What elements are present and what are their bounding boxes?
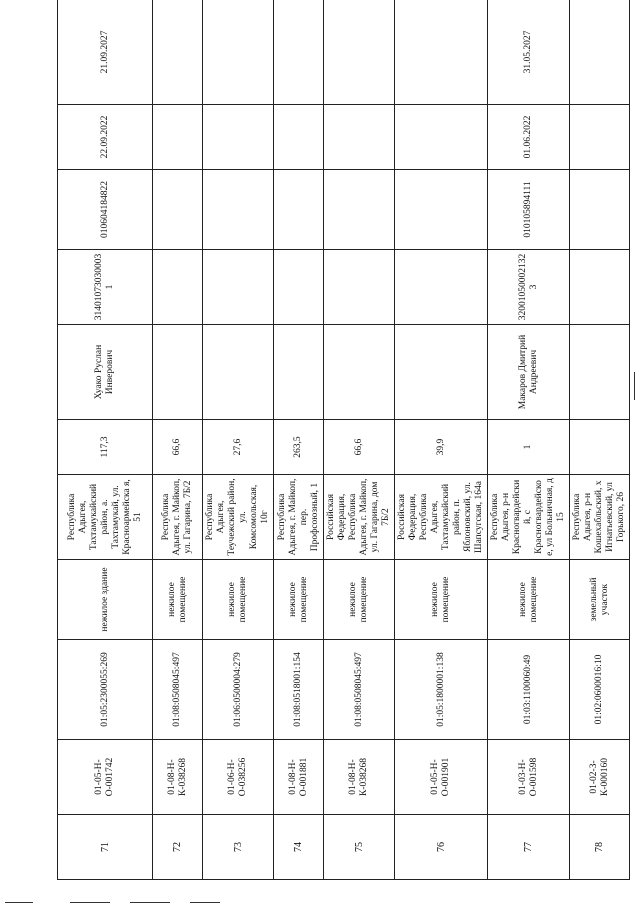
ogrnip-cell: 320010500021323 — [488, 250, 570, 325]
tenant-name-cell — [570, 325, 630, 420]
row-number-cell: 73 — [203, 815, 274, 880]
address-cell: Республика Адыгея, г. Майкоп, пер. Профсоюзный, 1 — [274, 475, 324, 560]
contract-start-cell: 22.09.2022 — [58, 105, 153, 170]
registry-number-cell: 01-05-Н-О-001901 — [395, 740, 488, 815]
object-type-cell: нежилое помещение — [153, 560, 203, 640]
address-cell: Республика Адыгея, р-н Кошехабльский, х Игнатьевский, ул Горького, 26 — [570, 475, 630, 560]
row-number-cell: 74 — [274, 815, 324, 880]
tenant-name-cell: Хуако Руслан Инверович — [58, 325, 153, 420]
object-type-cell: нежилое помещение — [324, 560, 395, 640]
area-cell: 1 — [488, 420, 570, 475]
object-type-cell: земельный участок — [570, 560, 630, 640]
ogrnip-cell — [570, 250, 630, 325]
area-cell: 39,9 — [395, 420, 488, 475]
tenant-name-cell — [324, 325, 395, 420]
cadastral-number-cell: 01:03:1100060:49 — [488, 640, 570, 740]
address-cell: Республика Адыгея, г. Майкоп, ул. Гагарина, 7Б/2 — [153, 475, 203, 560]
table-row — [58, 0, 153, 880]
area-cell: 27,6 — [203, 420, 274, 475]
table-row — [324, 0, 395, 880]
rotated-table-wrapper — [57, 0, 626, 880]
contract-start-cell — [153, 105, 203, 170]
ogrnip-cell — [153, 250, 203, 325]
contract-end-cell: 31.05.2027 — [488, 0, 570, 105]
tenant-name-cell: Макаров Дмитрий Андреевич — [488, 325, 570, 420]
contract-end-cell — [570, 0, 630, 105]
row-number-cell: 71 — [58, 815, 153, 880]
address-cell: Российская Федерация, Республика Адыгея, Тахтамукайский район, п. Яблоновский, ул. Шапсугская, 164а — [395, 475, 488, 560]
tenant-name-cell — [395, 325, 488, 420]
cadastral-number-cell: 01:05:2300055:269 — [58, 640, 153, 740]
table-body — [58, 0, 630, 880]
address-cell: Республика Адыгея, Тахтамукайский район, а. Тахтамукай, ул. Красноармейска я, 51 — [58, 475, 153, 560]
inn-cell — [395, 170, 488, 250]
cadastral-number-cell: 01:06:0500004:279 — [203, 640, 274, 740]
registry-number-cell: 01-06-Н-О-038256 — [203, 740, 274, 815]
contract-end-cell — [324, 0, 395, 105]
ogrnip-cell: 314010730300031 — [58, 250, 153, 325]
area-cell: 117,3 — [58, 420, 153, 475]
row-number-cell: 76 — [395, 815, 488, 880]
cadastral-number-cell: 01:08:0518001:154 — [274, 640, 324, 740]
tenant-name-cell — [153, 325, 203, 420]
address-cell: Республика Адыгея, р-н Красногвардейский, с Красногвардейское, ул Больничная, д 15 — [488, 475, 570, 560]
row-number-cell: 72 — [153, 815, 203, 880]
cadastral-number-cell: 01:05:1800001:138 — [395, 640, 488, 740]
property-register-table — [57, 0, 630, 880]
area-cell: 66,6 — [324, 420, 395, 475]
contract-start-cell — [324, 105, 395, 170]
table-row — [488, 0, 570, 880]
registry-number-cell: 01-08-Н-К-038268 — [153, 740, 203, 815]
cadastral-number-cell: 01:08:0508045:497 — [153, 640, 203, 740]
ogrnip-cell — [395, 250, 488, 325]
tenant-name-cell — [274, 325, 324, 420]
scan-mark — [634, 372, 635, 400]
inn-cell — [203, 170, 274, 250]
ogrnip-cell — [274, 250, 324, 325]
address-cell: Российская Федерация, Республика Адыгея, г. Майкоп, ул. Гагарина, дом 7Б/2 — [324, 475, 395, 560]
area-cell: 66,6 — [153, 420, 203, 475]
scan-mark — [190, 902, 220, 903]
area-cell — [570, 420, 630, 475]
address-cell: Республика Адыгея, Теучежский район, ул. Комсомольская, 10г — [203, 475, 274, 560]
registry-number-cell: 01-02-З-К-000160 — [570, 740, 630, 815]
table-row — [203, 0, 274, 880]
scan-mark — [130, 902, 170, 903]
table-row — [570, 0, 630, 880]
object-type-cell: нежилое здание — [58, 560, 153, 640]
ogrnip-cell — [203, 250, 274, 325]
object-type-cell: нежилое помещение — [488, 560, 570, 640]
object-type-cell: нежилое помещение — [203, 560, 274, 640]
contract-start-cell — [274, 105, 324, 170]
row-number-cell: 77 — [488, 815, 570, 880]
contract-end-cell — [153, 0, 203, 105]
inn-cell — [274, 170, 324, 250]
inn-cell: 010105894111 — [488, 170, 570, 250]
contract-end-cell — [395, 0, 488, 105]
object-type-cell: нежилое помещение — [274, 560, 324, 640]
contract-start-cell — [570, 105, 630, 170]
contract-end-cell: 21.09.2027 — [58, 0, 153, 105]
row-number-cell: 78 — [570, 815, 630, 880]
inn-cell: 010604184822 — [58, 170, 153, 250]
scan-mark — [5, 902, 33, 903]
registry-number-cell: 01-08-Н-О-001881 — [274, 740, 324, 815]
inn-cell — [570, 170, 630, 250]
ogrnip-cell — [324, 250, 395, 325]
table-row — [153, 0, 203, 880]
inn-cell — [324, 170, 395, 250]
contract-end-cell — [274, 0, 324, 105]
area-cell: 263,5 — [274, 420, 324, 475]
inn-cell — [153, 170, 203, 250]
tenant-name-cell — [203, 325, 274, 420]
contract-start-cell — [395, 105, 488, 170]
object-type-cell: нежилое помещение — [395, 560, 488, 640]
cadastral-number-cell: 01:08:0508045:497 — [324, 640, 395, 740]
registry-number-cell: 01-03-Н-О-001598 — [488, 740, 570, 815]
table-row — [274, 0, 324, 880]
cadastral-number-cell: 01:02:0600016:10 — [570, 640, 630, 740]
registry-number-cell: 01-08-Н-К-038268 — [324, 740, 395, 815]
contract-start-cell: 01.06.2022 — [488, 105, 570, 170]
row-number-cell: 75 — [324, 815, 395, 880]
table-row — [395, 0, 488, 880]
registry-number-cell: 01-05-Н-О-001742 — [58, 740, 153, 815]
scan-mark — [70, 902, 110, 903]
contract-start-cell — [203, 105, 274, 170]
contract-end-cell — [203, 0, 274, 105]
